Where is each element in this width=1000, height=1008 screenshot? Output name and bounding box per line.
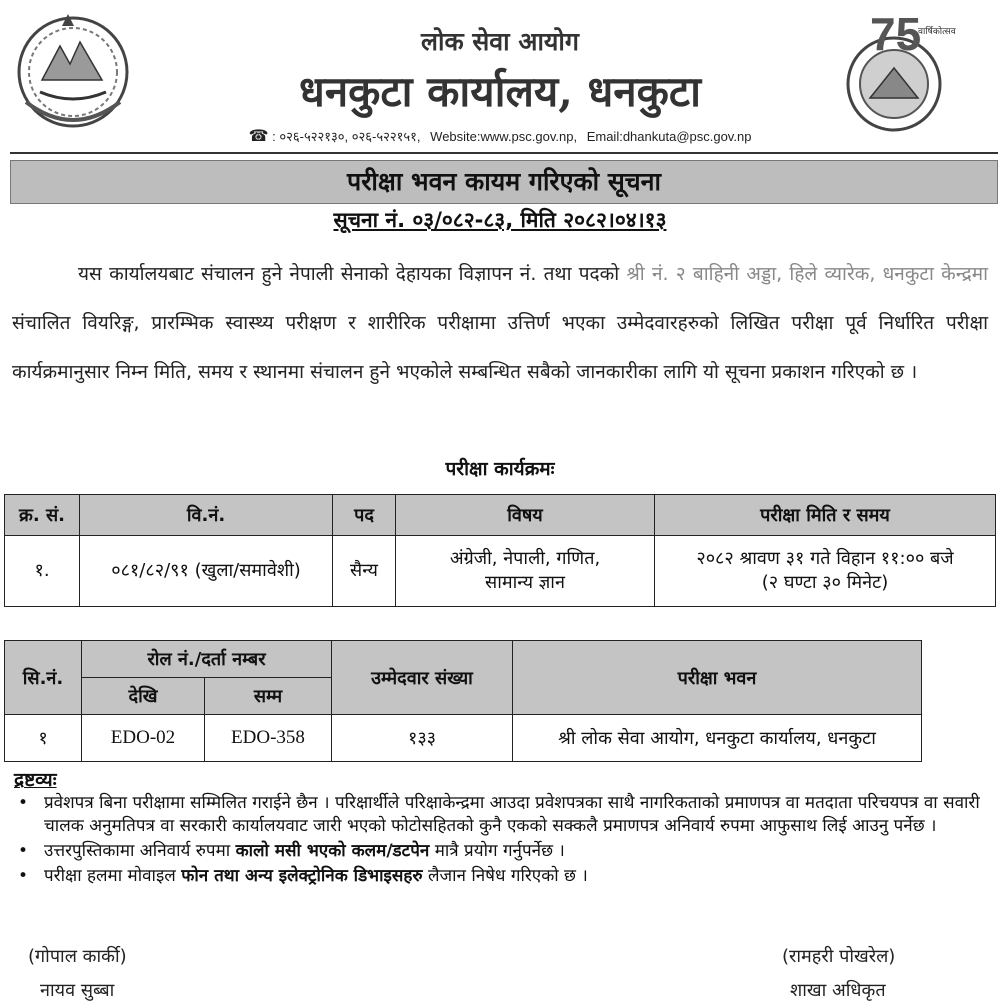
cell-adv-no: ०८१/८२/९१ (खुला/समावेशी) xyxy=(80,536,333,607)
cell-count: १३३ xyxy=(332,715,513,762)
notice-number: सूचना नं. ०३/०८२-८३, मिति २०८२।०४।१३ xyxy=(333,208,667,232)
note3-bold: फोन तथा अन्य इलेक्ट्रोनिक डिभाइसहरु xyxy=(181,866,423,886)
note2-pre: उत्तरपुस्तिकामा अनिवार्य रुपमा xyxy=(44,841,236,861)
notice-title: परीक्षा भवन कायम गरिएको सूचना xyxy=(10,160,998,204)
right-signatory-title: शाखा अधिकृत xyxy=(790,980,886,1001)
org-name: लोक सेवा आयोग xyxy=(421,27,579,56)
table-row xyxy=(5,715,922,762)
phone-icon: ☎ xyxy=(248,128,269,145)
body-highlight: श्री नं. २ बाहिनी अड्डा, हिले व्यारेक, धनकुटा केन्द्रमा xyxy=(626,263,988,285)
notes-list xyxy=(14,792,994,890)
col-datetime: परीक्षा मिति र समय xyxy=(655,495,996,536)
center-header-row-1 xyxy=(5,641,922,678)
col-from: देखि xyxy=(82,678,205,715)
notes-heading: द्रष्टव्यः xyxy=(14,769,57,791)
right-signatory-name: (रामहरी पोखरेल) xyxy=(782,946,896,967)
left-signatory-title: नायव सुब्बा xyxy=(40,980,115,1001)
left-signatory-name: (गोपाल कार्की) xyxy=(28,946,127,967)
col-roll-range: रोल नं./दर्ता नम्बर xyxy=(82,641,332,678)
cell-to: EDO-358 xyxy=(205,715,332,762)
phone-numbers: : ०२६-५२२१३०, ०२६-५२२१५१, xyxy=(272,129,421,144)
office-name: धनकुटा कार्यालय, धनकुटा xyxy=(299,67,701,116)
header-divider xyxy=(10,152,998,154)
cell-sn: १ xyxy=(5,715,82,762)
col-post: पद xyxy=(333,495,396,536)
list-item: • प्रवेशपत्र बिना परीक्षामा सम्मिलित गराईने छैन । परिक्षार्थीले परिक्षाकेन्द्रमा आउदा प्रवेशपत्रका साथै नागरिकताको प्रमाणपत्र वा मतदाता परिचयपत्र वा सवारी चालक अनुमतिपत्र वा सरकारी कार्यालयवाट जारी भएको फोटोसहितको कुनै एकको सक्कलै प्रमाणपत्र अनिवार्य रुपमा आफुसाथ लिई आउनु पर्नेछ । xyxy=(14,792,994,838)
website: Website:www.psc.gov.np, xyxy=(430,129,578,144)
col-exam-center: परीक्षा भवन xyxy=(513,641,922,715)
note2-bold: कालो मसी भएको कलम/डटपेन xyxy=(235,841,430,861)
body-part1: यस कार्यालयबाट संचालन हुने नेपाली सेनाको देहायका विज्ञापन नं. तथा पदको xyxy=(78,263,627,285)
notice-body xyxy=(12,250,988,397)
schedule-title: परीक्षा कार्यक्रमः xyxy=(445,458,555,480)
cell-subject xyxy=(396,536,655,607)
table-row xyxy=(5,536,996,607)
datetime-line2: (२ घण्टा ३० मिनेट) xyxy=(761,572,889,593)
col-to: सम्म xyxy=(205,678,332,715)
datetime-line1: २०८२ श्रावण ३१ गते विहान ११:०० बजे xyxy=(696,548,954,569)
col-subject: विषय xyxy=(396,495,655,536)
list-item xyxy=(14,865,994,888)
list-item xyxy=(14,840,994,863)
col-sn: सि.नं. xyxy=(5,641,82,715)
col-adv-no: वि.नं. xyxy=(80,495,333,536)
cell-post: सैन्य xyxy=(333,536,396,607)
note3-post: लैजान निषेध गरिएको छ । xyxy=(422,866,588,886)
subject-line2: सामान्य ज्ञान xyxy=(485,572,565,593)
col-candidate-count: उम्मेदवार संख्या xyxy=(332,641,513,715)
cell-center: श्री लोक सेवा आयोग, धनकुटा कार्यालय, धनकुटा xyxy=(513,715,922,762)
cell-sn: १. xyxy=(5,536,80,607)
subject-line1: अंग्रेजी, नेपाली, गणित, xyxy=(449,548,601,569)
note3-pre: परीक्षा हलमा मोवाइल xyxy=(44,866,182,886)
schedule-header-row xyxy=(5,495,996,536)
logo-75-text: 75 xyxy=(870,8,922,60)
schedule-table xyxy=(4,494,996,607)
exam-center-table xyxy=(4,640,922,762)
body-part2: संचालित वियरिङ्ग, प्रारम्भिक स्वास्थ्य परीक्षण र शारीरिक परीक्षामा उत्तिर्ण भएका उम्मेदवारहरुको लिखित परीक्षा पूर्व निर्धारित परीक्षा कार्यक्रमानुसार निम्न मिति, समय र स्थानमा संचालन हुने भएकोले सम्बन्धित सबैको जानकारीका लागि यो सूचना प्रकाशन गरिएको छ । xyxy=(12,312,988,383)
note2-post: मात्रै प्रयोग गर्नुपर्नेछ । xyxy=(429,841,565,861)
cell-from: EDO-02 xyxy=(82,715,205,762)
col-sn: क्र. सं. xyxy=(5,495,80,536)
cell-datetime xyxy=(655,536,996,607)
logo-caption: वार्षिकोत्सव xyxy=(918,27,956,37)
contact-line xyxy=(0,126,1000,146)
email: Email:dhankuta@psc.gov.np xyxy=(586,129,752,144)
